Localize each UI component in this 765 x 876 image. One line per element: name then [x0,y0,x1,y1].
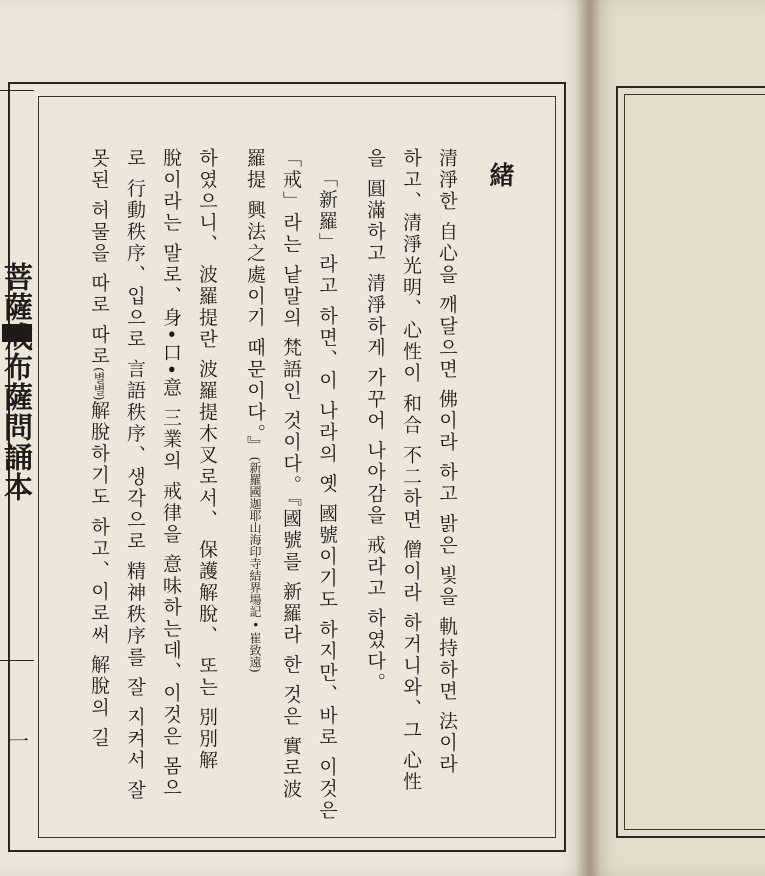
text-column-10 [84,148,114,838]
text-column-5: 「戒」라는 낱말의 梵語인 것이다。『國號를 新羅라 한 것은 實로波 [280,148,302,801]
spine-rule-bottom [0,660,34,661]
text-column-1: 清淨한 自心을 깨달으면 佛이라 하고 밝은 빛을 軌持하면 法이라 [436,148,458,776]
spine-book-title: 菩薩戒布薩問誦本 [0,262,34,502]
text-column-7: 하였으니、 波羅提란 波羅提木叉로서、 保護解脫、 또는 別別解 [196,148,218,772]
text-column-2: 하고、清淨光明、心性이 和合 不二하면 僧이라 하거니와、그 心性 [400,148,422,793]
text-column-10-end: 解脫하기도 하고、이로써 解脫의 길 [88,400,110,749]
text-column-6 [240,148,270,673]
text-column-8: 脫이라는 말로、身•口•意 三業의 戒律을 意味하는데、이것은 몸으 [160,148,182,799]
right-page-border-inner [624,94,765,830]
text-column-3: 을 圓滿하고 清淨하게 가꾸어 나아감을 戒라고 하였다。 [364,148,386,694]
text-column-9: 로 行動秩序、입으로 言語秩序、생각으로 精神秩序를 잘 지켜서 잘 [124,148,146,802]
book-gutter [576,0,600,876]
citation-note: (新羅國迦耶山海印寺結界場記 • 崔致遠) [248,456,262,673]
spine-rule-top [0,90,34,91]
text-column-4: 「新羅」라고 하면、이 나라의 옛 國號이기도 하지만、바로 이것은 [316,168,338,822]
text-column-6-main: 羅提 興法之處이기 때문이다。』 [244,148,266,457]
text-column-10-start: 못된 허물을 따로 따로 [88,148,110,368]
page-number: 一 [9,729,29,753]
byeolbyeol-note: (별별) [92,367,106,401]
chapter-heading: 緒 [486,162,515,187]
